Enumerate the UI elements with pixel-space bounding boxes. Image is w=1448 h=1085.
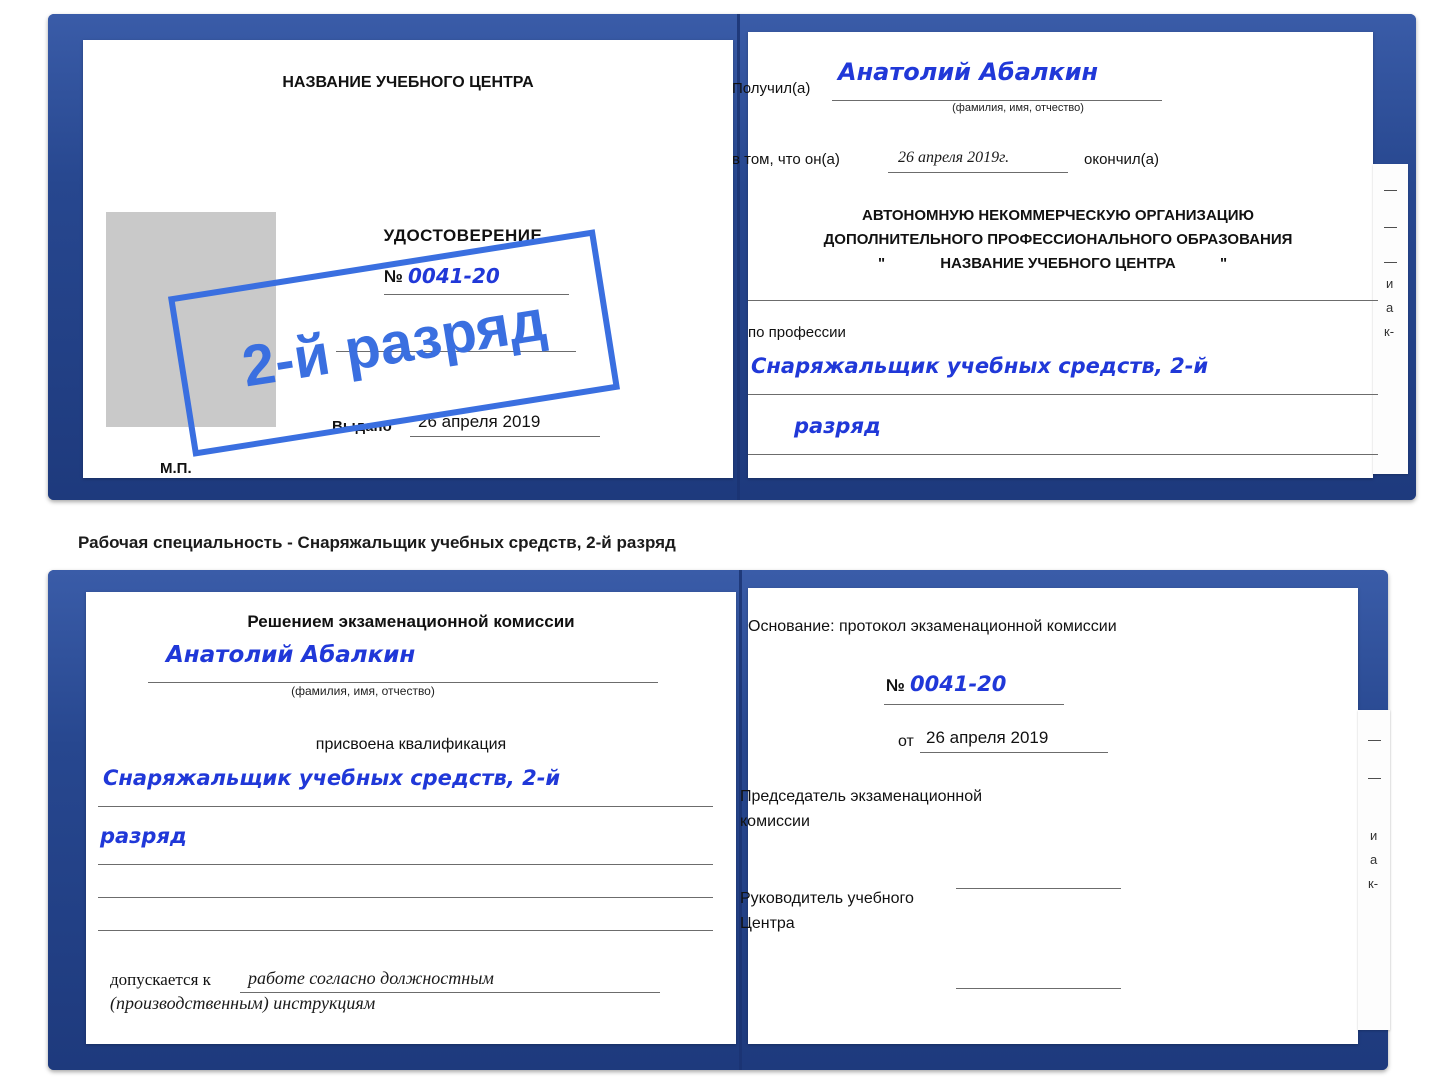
page-edge-2 xyxy=(1358,710,1390,1030)
side-char-5: к- xyxy=(1384,324,1395,339)
number-symbol: № xyxy=(384,267,403,286)
qual-underline-3 xyxy=(98,897,713,898)
side-char-3: и xyxy=(1386,276,1394,291)
head-signature-line xyxy=(956,988,1121,989)
profession-value-line1: Снаряжальщик учебных средств, 2-й xyxy=(751,354,1209,378)
org-quote-open: " xyxy=(878,255,886,272)
qual-underline-1 xyxy=(98,806,713,807)
head-line1: Руководитель учебного xyxy=(740,890,914,907)
bottom-right-page xyxy=(748,588,1358,1044)
decision-name-underline xyxy=(148,682,658,683)
org-quote-close: " xyxy=(1220,255,1228,272)
in-that-underline xyxy=(888,172,1068,173)
qualification-label: присвоена квалификация xyxy=(315,736,507,753)
allowed-label: допускается к xyxy=(110,970,211,989)
protocol-number-underline xyxy=(884,704,1064,705)
qualification-line1: Снаряжальщик учебных средств, 2-й xyxy=(103,766,561,790)
basis-label: Основание: протокол экзаменационной комиссии xyxy=(748,618,1117,635)
number-value: 0041-20 xyxy=(408,264,500,288)
issued-date: 26 апреля 2019 xyxy=(418,412,541,431)
chairman-line1: Председатель экзаменационной xyxy=(740,788,983,805)
allowed-value-line2: (производственным) инструкциям xyxy=(110,993,376,1013)
side-char-b1: — xyxy=(1368,770,1381,785)
side-char-4: а xyxy=(1386,300,1394,315)
page-edge xyxy=(1373,164,1408,474)
qual-underline-4 xyxy=(98,930,713,931)
org-line-2: ДОПОЛНИТЕЛЬНОГО ПРОФЕССИОНАЛЬНОГО ОБРАЗОВАНИЯ xyxy=(823,231,1293,248)
chairman-signature-line xyxy=(956,888,1121,889)
chairman-line2: комиссии xyxy=(740,813,810,830)
from-underline xyxy=(920,752,1108,753)
side-char-b2: и xyxy=(1370,828,1378,843)
org-name: НАЗВАНИЕ УЧЕБНОГО ЦЕНТРА xyxy=(940,255,1176,272)
from-label: от xyxy=(898,733,914,750)
qual-underline-2 xyxy=(98,864,713,865)
side-char-b0: — xyxy=(1368,732,1381,747)
watermark-text: 2-й разряд xyxy=(237,286,551,400)
protocol-number-symbol: № xyxy=(886,676,905,695)
side-char-b4: к- xyxy=(1368,876,1379,891)
training-center-title: НАЗВАНИЕ УЧЕБНОГО ЦЕНТРА xyxy=(282,74,534,91)
decision-title: Решением экзаменационной комиссии xyxy=(247,612,575,631)
received-underline xyxy=(832,100,1162,101)
profession-label: по профессии xyxy=(748,324,846,341)
issued-underline xyxy=(410,436,600,437)
from-date: 26 апреля 2019 xyxy=(926,728,1049,747)
page-caption: Рабочая специальность - Снаряжальщик учебных средств, 2-й разряд xyxy=(78,533,676,552)
in-that-date: 26 апреля 2019г. xyxy=(898,149,1010,166)
qualification-line2: разряд xyxy=(100,824,187,848)
received-name: Анатолий Абалкин xyxy=(838,58,1099,86)
received-label: Получил(а) xyxy=(732,80,811,97)
issued-label: Выдано xyxy=(332,418,392,435)
seal-label: М.П. xyxy=(160,460,192,477)
allowed-value-line1: работе согласно должностным xyxy=(248,968,494,988)
head-line2: Центра xyxy=(740,915,795,932)
org-line-1: АВТОНОМНУЮ НЕКОММЕРЧЕСКУЮ ОРГАНИЗАЦИЮ xyxy=(862,207,1254,224)
org-underline xyxy=(748,300,1378,301)
finished-label: окончил(а) xyxy=(1084,151,1159,168)
side-char-2: — xyxy=(1384,254,1397,269)
side-char-b3: а xyxy=(1370,852,1378,867)
certificate-title: УДОСТОВЕРЕНИЕ xyxy=(383,226,543,245)
in-that-label: в том, что он(а) xyxy=(732,151,840,168)
profession-value-line2: разряд xyxy=(794,414,881,438)
profession-underline-1 xyxy=(748,394,1378,395)
side-char-0: — xyxy=(1384,182,1397,197)
side-char-1: — xyxy=(1384,219,1397,234)
fio-hint: (фамилия, имя, отчество) xyxy=(952,102,1084,114)
profession-underline-2 xyxy=(748,454,1378,455)
fio-hint-2: (фамилия, имя, отчество) xyxy=(291,684,435,698)
certificate-bottom xyxy=(48,570,1388,1070)
decision-name: Анатолий Абалкин xyxy=(166,642,416,668)
protocol-number-value: 0041-20 xyxy=(910,672,1007,696)
